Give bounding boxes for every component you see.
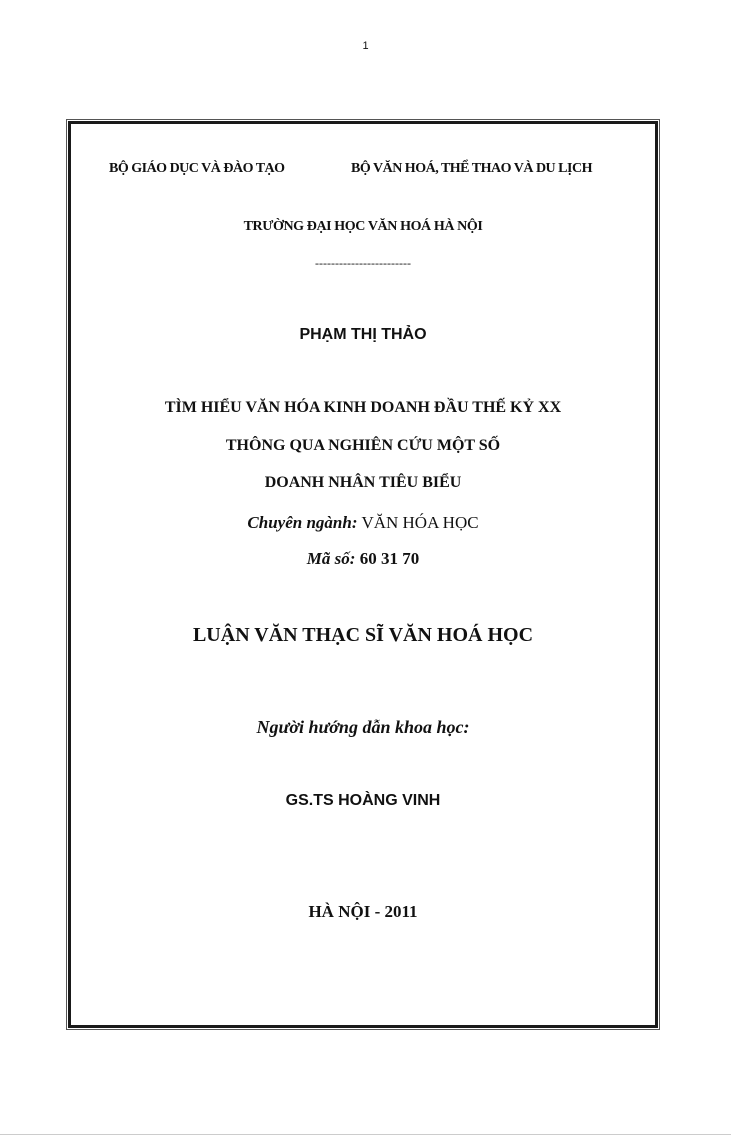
header-divider: ------------------------: [315, 256, 411, 270]
major-label: Chuyên ngành:: [247, 513, 358, 532]
university-name: TRƯỜNG ĐẠI HỌC VĂN HOÁ HÀ NỘI: [243, 219, 483, 234]
code-label: Mã số:: [306, 549, 356, 568]
thesis-title-line-2: THÔNG QUA NGHIÊN CỨU MỘT SỐ: [225, 437, 501, 454]
degree-title: LUẬN VĂN THẠC SĨ VĂN HOÁ HỌC: [192, 624, 534, 646]
thesis-title-line-1: TÌM HIỂU VĂN HÓA KINH DOANH ĐẦU THẾ KỶ XX: [164, 399, 562, 416]
page-number: 1: [362, 40, 369, 52]
major-value: VĂN HÓA HỌC: [361, 513, 479, 532]
ministry-education: BỘ GIÁO DỤC VÀ ĐÀO TẠO: [109, 161, 285, 176]
code-value: 60 31 70: [359, 549, 420, 568]
ministry-culture: BỘ VĂN HOÁ, THỂ THAO VÀ DU LỊCH: [351, 161, 592, 176]
cover-page-frame: [68, 121, 658, 1028]
page-bottom-rule: [0, 1134, 731, 1135]
advisor-label: Người hướng dẫn khoa học:: [256, 717, 470, 737]
place-and-year: HÀ NỘI - 2011: [308, 902, 418, 921]
author-name: PHẠM THỊ THẢO: [299, 326, 427, 343]
thesis-title-line-3: DOANH NHÂN TIÊU BIỂU: [264, 474, 462, 491]
advisor-name: GS.TS HOÀNG VINH: [285, 792, 441, 809]
major-line: [71, 513, 655, 533]
code-line: [71, 549, 655, 569]
